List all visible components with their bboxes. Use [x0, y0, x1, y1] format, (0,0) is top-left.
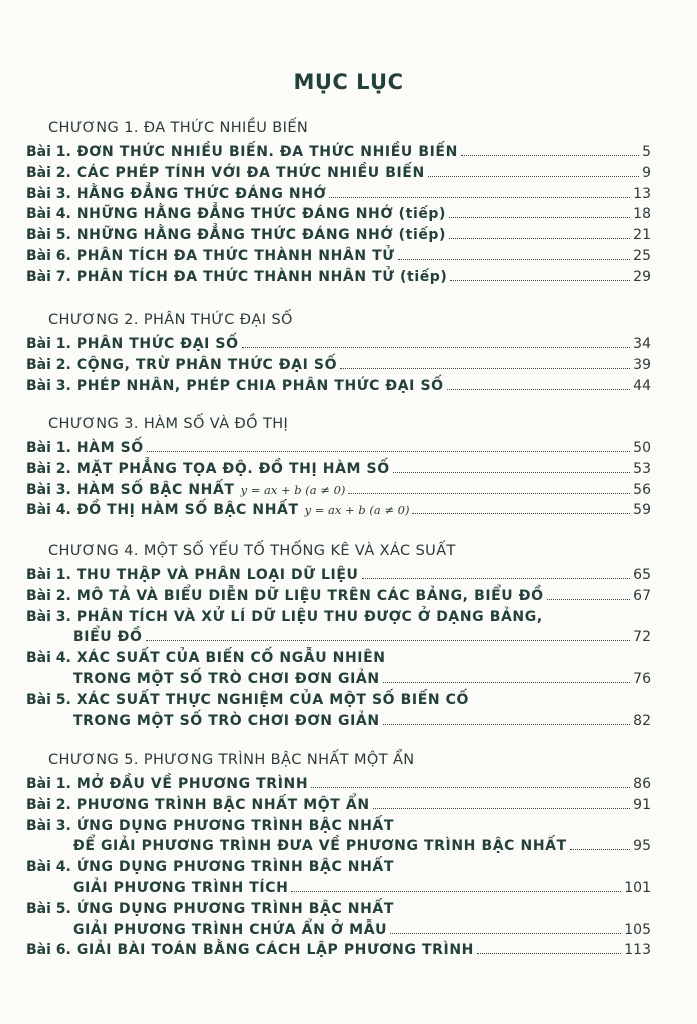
lesson-line: [26, 607, 651, 627]
lesson-number: Bài 2.: [26, 164, 71, 181]
dot-leader: [362, 578, 631, 579]
toc-entry: [26, 184, 651, 204]
lesson-title: NHỮNG HẰNG ĐẲNG THỨC ĐÁNG NHỚ (tiếp): [76, 206, 447, 223]
lesson-number: Bài 5.: [26, 900, 71, 917]
toc-entry: [26, 204, 651, 224]
dot-leader: [147, 451, 630, 452]
page-number: 34: [633, 336, 651, 352]
toc-entry: [26, 586, 651, 606]
toc-entry: [26, 459, 651, 479]
toc-entry: [26, 376, 651, 396]
page-number: 5: [642, 144, 651, 160]
lesson-title-continued: TRONG MỘT SỐ TRÒ CHƠI ĐƠN GIẢN: [73, 671, 380, 687]
lesson-title: PHƯƠNG TRÌNH BẬC NHẤT MỘT ẨN: [76, 796, 370, 813]
dot-leader: [449, 238, 630, 239]
dot-leader: [329, 197, 630, 198]
lesson-title: ỨNG DỤNG PHƯƠNG TRÌNH BẬC NHẤT: [76, 900, 395, 917]
lesson-number: Bài 1.: [26, 776, 71, 792]
dot-leader: [146, 640, 631, 641]
lesson-formula: y = ax + b (a ≠ 0): [304, 503, 410, 518]
chapter-heading: CHƯƠNG 3. HÀM SỐ VÀ ĐỒ THỊ: [48, 416, 289, 432]
toc-entry: [26, 163, 651, 183]
toc-entry: [26, 246, 651, 266]
dot-leader: [373, 808, 631, 809]
lesson-number: Bài 4.: [26, 502, 71, 519]
lesson-line: [26, 857, 651, 877]
page-number: 29: [633, 268, 651, 285]
lesson-number: Bài 5.: [26, 691, 71, 708]
toc-entry: [26, 225, 651, 245]
chapter-heading: CHƯƠNG 5. PHƯƠNG TRÌNH BẬC NHẤT MỘT ẨN: [48, 752, 415, 768]
lesson-title: ĐƠN THỨC NHIỀU BIẾN. ĐA THỨC NHIỀU BIẾN: [76, 144, 458, 160]
lesson-number: Bài 4.: [26, 206, 71, 223]
lesson-title: HÀM SỐ BẬC NHẤT: [76, 481, 235, 498]
page-number: 13: [633, 185, 651, 202]
lesson-number: Bài 3.: [26, 377, 71, 394]
page-number: 67: [633, 587, 651, 604]
page-number: 76: [633, 671, 651, 687]
toc-entry: [26, 878, 651, 898]
lesson-title: NHỮNG HẰNG ĐẲNG THỨC ĐÁNG NHỚ (tiếp): [76, 227, 447, 244]
dot-leader: [390, 933, 621, 934]
lesson-number: Bài 6.: [26, 942, 71, 959]
page-number: 53: [633, 460, 651, 477]
lesson-title: ỨNG DỤNG PHƯƠNG TRÌNH BẬC NHẤT: [76, 817, 395, 834]
dot-leader: [461, 155, 639, 156]
toc-entry: [26, 836, 651, 856]
page-number: 113: [624, 942, 651, 959]
page-number: 21: [633, 227, 651, 244]
lesson-formula: y = ax + b (a ≠ 0): [240, 482, 346, 497]
toc-entry: [26, 438, 651, 458]
toc-entry: [26, 500, 651, 520]
toc-entry: [26, 711, 651, 731]
dot-leader: [340, 368, 630, 369]
lesson-title-continued: GIẢI PHƯƠNG TRÌNH TÍCH: [73, 880, 289, 896]
lesson-number: Bài 2.: [26, 356, 71, 373]
dot-leader: [428, 176, 639, 177]
page-number: 9: [642, 164, 651, 181]
toc-entry: [26, 795, 651, 815]
lesson-title: MÔ TẢ VÀ BIỂU DIỄN DỮ LIỆU TRÊN CÁC BẢNG, BIỂU ĐỒ: [76, 587, 544, 604]
dot-leader: [383, 724, 631, 725]
lesson-title: HẰNG ĐẲNG THỨC ĐÁNG NHỚ: [76, 185, 327, 202]
lesson-title: ỨNG DỤNG PHƯƠNG TRÌNH BẬC NHẤT: [76, 859, 395, 876]
lesson-number: Bài 3.: [26, 481, 71, 498]
page-number: 91: [633, 796, 651, 813]
page-number: 44: [633, 377, 651, 394]
lesson-number: Bài 1.: [26, 567, 71, 583]
lesson-number: Bài 3.: [26, 817, 71, 834]
dot-leader: [291, 891, 621, 892]
lesson-title: PHÉP NHÂN, PHÉP CHIA PHÂN THỨC ĐẠI SỐ: [76, 377, 444, 394]
toc-entry: [26, 940, 651, 960]
lesson-number: Bài 2.: [26, 796, 71, 813]
chapter-heading: CHƯƠNG 4. MỘT SỐ YẾU TỐ THỐNG KÊ VÀ XÁC SUẤT: [48, 543, 456, 559]
chapter-heading: CHƯƠNG 1. ĐA THỨC NHIỀU BIẾN: [48, 120, 309, 136]
dot-leader: [450, 280, 630, 281]
dot-leader: [311, 787, 630, 788]
lesson-line: [26, 690, 651, 710]
lesson-number: Bài 6.: [26, 248, 71, 264]
page-number: 72: [633, 629, 651, 646]
lesson-title-continued: ĐỂ GIẢI PHƯƠNG TRÌNH ĐƯA VỀ PHƯƠNG TRÌNH BẬC NHẤT: [73, 838, 567, 855]
lesson-number: Bài 1.: [26, 336, 71, 352]
toc-entry: [26, 627, 651, 647]
lesson-title: ĐỒ THỊ HÀM SỐ BẬC NHẤT: [76, 502, 299, 519]
lesson-line: [26, 899, 651, 919]
page-number: 65: [633, 567, 651, 583]
lesson-number: Bài 5.: [26, 227, 71, 244]
lesson-title: CỘNG, TRỪ PHÂN THỨC ĐẠI SỐ: [76, 356, 338, 373]
lesson-number: Bài 3.: [26, 608, 71, 625]
page-number: 105: [624, 921, 651, 938]
lesson-title: THU THẬP VÀ PHÂN LOẠI DỮ LIỆU: [76, 567, 359, 583]
page-number: 39: [633, 356, 651, 373]
page-number: 18: [633, 206, 651, 223]
page-number: 101: [624, 880, 651, 896]
lesson-title-continued: BIỂU ĐỒ: [73, 629, 143, 646]
lesson-title: MỞ ĐẦU VỀ PHƯƠNG TRÌNH: [76, 776, 309, 792]
dot-leader: [477, 953, 621, 954]
lesson-line: [26, 648, 651, 668]
toc-entry: [26, 480, 651, 500]
lesson-title: CÁC PHÉP TÍNH VỚI ĐA THỨC NHIỀU BIẾN: [76, 164, 425, 181]
toc-entry: [26, 565, 651, 585]
page-number: 56: [633, 481, 651, 498]
lesson-title-continued: TRONG MỘT SỐ TRÒ CHƠI ĐƠN GIẢN: [73, 712, 380, 729]
page-number: 59: [633, 502, 651, 519]
dot-leader: [383, 682, 631, 683]
lesson-number: Bài 1.: [26, 440, 71, 456]
lesson-number: Bài 2.: [26, 460, 71, 477]
chapter-heading: CHƯƠNG 2. PHÂN THỨC ĐẠI SỐ: [48, 312, 293, 328]
lesson-number: Bài 4.: [26, 650, 71, 667]
toc-entry: [26, 355, 651, 375]
page-number: 50: [633, 440, 651, 456]
lesson-number: Bài 7.: [26, 268, 71, 285]
dot-leader: [398, 259, 631, 260]
lesson-number: Bài 2.: [26, 587, 71, 604]
lesson-title: XÁC SUẤT THỰC NGHIỆM CỦA MỘT SỐ BIẾN CỐ: [76, 691, 470, 708]
lesson-number: Bài 3.: [26, 185, 71, 202]
lesson-number: Bài 4.: [26, 859, 71, 876]
lesson-title: PHÂN TÍCH VÀ XỬ LÍ DỮ LIỆU THU ĐƯỢC Ở DẠNG BẢNG,: [76, 608, 543, 625]
toc-entry: [26, 669, 651, 689]
dot-leader: [447, 389, 631, 390]
page-number: 25: [633, 248, 651, 264]
toc-entry: [26, 142, 651, 162]
lesson-number: Bài 1.: [26, 144, 71, 160]
page-title: MỤC LỤC: [293, 70, 404, 94]
dot-leader: [412, 513, 630, 514]
page-number: 86: [633, 776, 651, 792]
lesson-title: PHÂN TÍCH ĐA THỨC THÀNH NHÂN TỬ: [76, 248, 395, 264]
toc-entry: [26, 920, 651, 940]
lesson-title: HÀM SỐ: [76, 440, 144, 456]
dot-leader: [242, 347, 631, 348]
toc-entry: [26, 774, 651, 794]
lesson-title: XÁC SUẤT CỦA BIẾN CỐ NGẪU NHIÊN: [76, 650, 386, 667]
dot-leader: [348, 493, 630, 494]
lesson-title: PHÂN TÍCH ĐA THỨC THÀNH NHÂN TỬ (tiếp): [76, 268, 448, 285]
lesson-title: GIẢI BÀI TOÁN BẰNG CÁCH LẬP PHƯƠNG TRÌNH: [76, 942, 474, 959]
lesson-title: MẶT PHẲNG TỌA ĐỘ. ĐỒ THỊ HÀM SỐ: [76, 460, 390, 477]
page-number: 82: [633, 712, 651, 729]
dot-leader: [570, 849, 630, 850]
lesson-title: PHÂN THỨC ĐẠI SỐ: [76, 336, 239, 352]
dot-leader: [449, 217, 630, 218]
lesson-title-continued: GIẢI PHƯƠNG TRÌNH CHỨA ẨN Ở MẪU: [73, 921, 388, 938]
toc-entry: [26, 267, 651, 287]
dot-leader: [393, 472, 630, 473]
dot-leader: [547, 599, 631, 600]
toc-entry: [26, 334, 651, 354]
page-number: 95: [633, 838, 651, 855]
lesson-line: [26, 816, 651, 836]
